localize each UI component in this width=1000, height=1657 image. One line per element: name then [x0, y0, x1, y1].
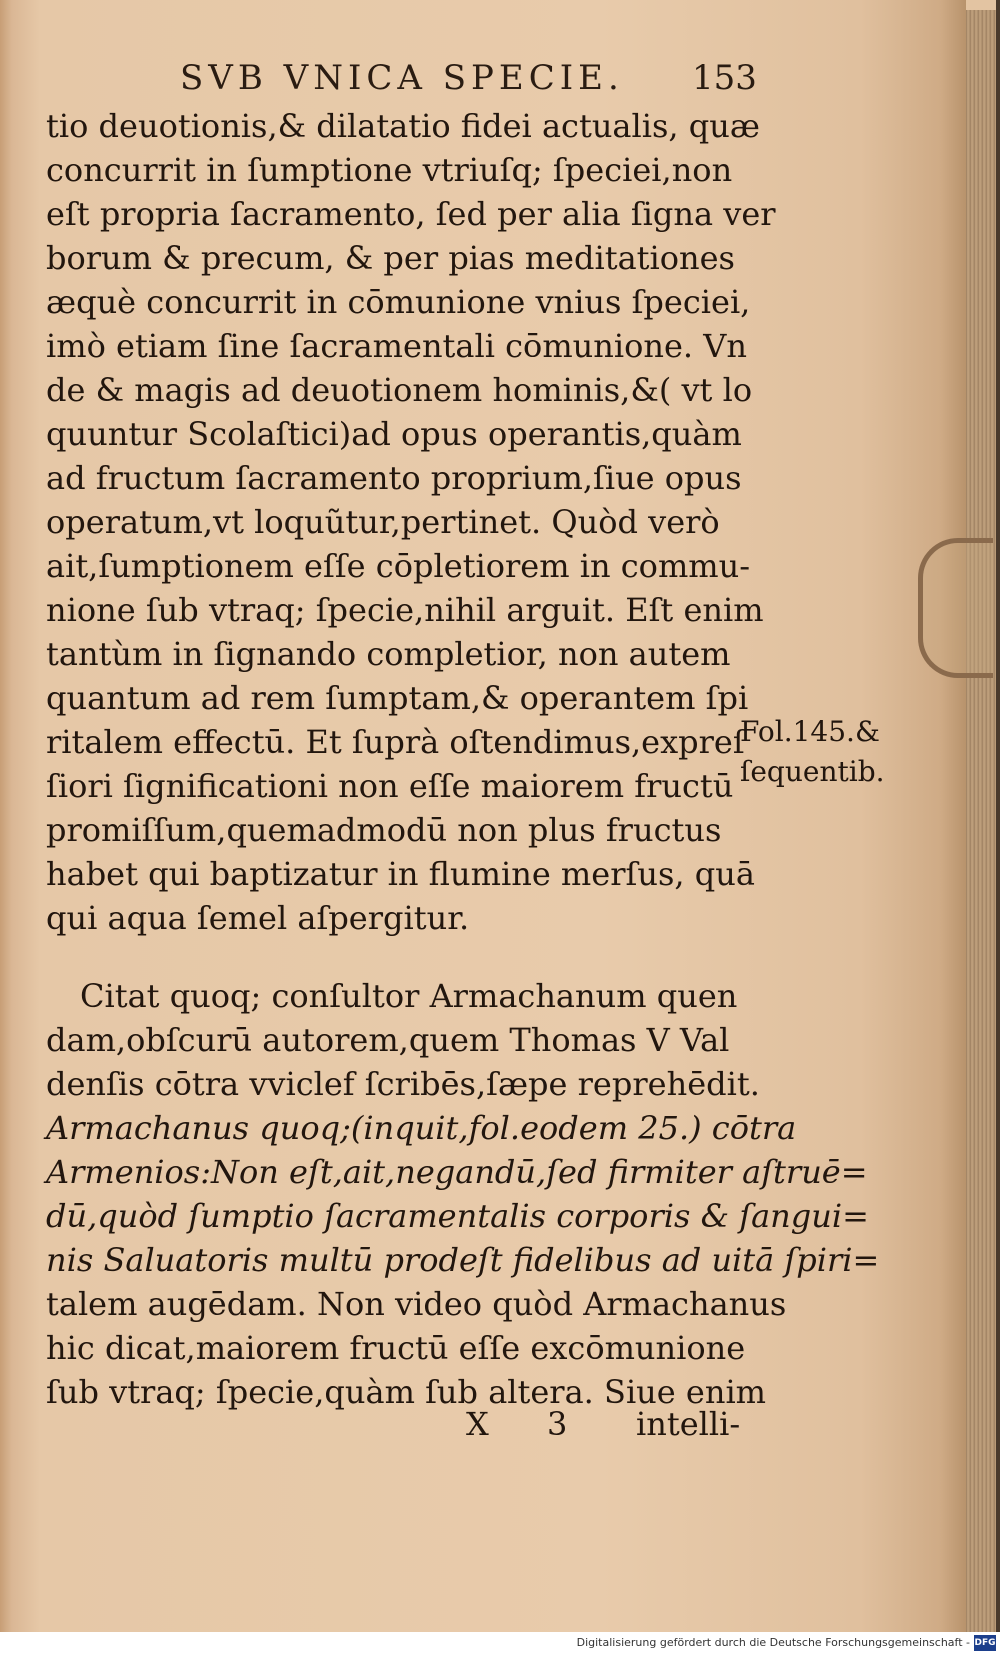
- quoted-line: Armachanus quoq;(inquit,fol.eodem 25.) cōtra: [46, 1109, 797, 1147]
- paragraph-gap: [46, 940, 746, 974]
- text-line: dam,obſcurū autorem,quem Thomas V Val: [46, 1021, 730, 1059]
- catchword: intelli-: [636, 1405, 741, 1443]
- text-line: ſub vtraq; ſpecie,quàm ſub altera. Siue enim: [46, 1373, 767, 1411]
- text-line: concurrit in ſumptione vtriuſq; ſpeciei,non: [46, 151, 733, 189]
- text-line: ritalem effectū. Et ſuprà oſtendimus,expreſ: [46, 723, 745, 761]
- marginal-note-line2: ſequentib.: [740, 755, 885, 788]
- text-line: Citat quoq; conſultor Armachanum quen: [80, 977, 738, 1015]
- quoted-line: nis Saluatoris multū prodeſt fidelibus ad uitā ſpiri=: [46, 1241, 880, 1279]
- text-line: promiſſum,quemadmodū non plus fructus: [46, 811, 722, 849]
- text-line: æquè concurrit in cōmunione vnius ſpeciei,: [46, 283, 751, 321]
- text-line: tio deuotionis,& dilatatio fidei actualis, quæ: [46, 107, 760, 145]
- fore-edge: [966, 10, 1000, 1632]
- fore-edge-shadow: [996, 0, 1000, 1632]
- funding-credit: Digitalisierung gefördert durch die Deutsche Forschungsgemeinschaft -: [576, 1636, 970, 1649]
- dfg-logo-icon: DFG: [974, 1635, 996, 1651]
- text-line: eſt propria ſacramento, ſed per alia ſigna ver: [46, 195, 776, 233]
- text-line: ait,ſumptionem eſſe cōpletiorem in commu-: [46, 547, 751, 585]
- digitization-footer: [0, 1632, 1000, 1657]
- text-line: denſis cōtra vviclef ſcribēs,ſæpe reprehēdit.: [46, 1065, 760, 1103]
- text-line: hic dicat,maiorem fructū eſſe excōmunione: [46, 1329, 746, 1367]
- signature-mark: X 3: [466, 1405, 592, 1443]
- running-head: SVB VNICA SPECIE.: [180, 58, 624, 98]
- text-line: habet qui baptizatur in flumine merſus, quā: [46, 855, 755, 893]
- text-line: nione ſub vtraq; ſpecie,nihil arguit. Eſt enim: [46, 591, 764, 629]
- quoted-line: Armenios:Non eſt,ait,negandū,ſed firmiter aſtruē=: [46, 1153, 868, 1191]
- text-line: quantum ad rem ſumptam,& operantem ſpi: [46, 679, 749, 717]
- marginal-note-line1: Fol.145.&: [740, 715, 880, 748]
- text-line: tantùm in ſignando completior, non autem: [46, 635, 731, 673]
- text-line: quuntur Scolaſtici)ad opus operantis,quàm: [46, 415, 742, 453]
- text-line: operatum,vt loquũtur,pertinet. Quòd verò: [46, 503, 720, 541]
- text-line: imò etiam ſine ſacramentali cōmunione. Vn: [46, 327, 747, 365]
- text-line: ſiori ſignificationi non eſſe maiorem fructū: [46, 767, 734, 805]
- text-line: qui aqua ſemel aſpergitur.: [46, 899, 470, 937]
- marginal-note: [740, 712, 885, 792]
- folio-number: 153: [692, 58, 757, 98]
- text-line: de & magis ad deuotionem hominis,&( vt lo: [46, 371, 753, 409]
- quoted-line: dū,quòd ſumptio ſacramentalis corporis & ſangui=: [46, 1197, 869, 1235]
- text-line: borum & precum, & per pias meditationes: [46, 239, 735, 277]
- text-line: ad fructum ſacramento proprium,ſiue opus: [46, 459, 742, 497]
- page-tab-clasp: [918, 538, 993, 678]
- text-line: talem augēdam. Non video quòd Armachanus: [46, 1285, 787, 1323]
